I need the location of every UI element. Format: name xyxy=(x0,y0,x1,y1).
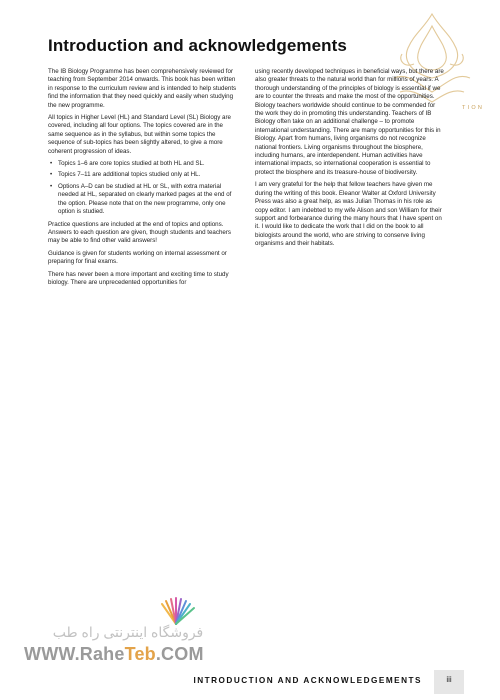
watermark-persian-text: فروشگاه اینترنتی راه طب xyxy=(52,624,204,640)
paragraph: There has never been a more important and exciting time to study biology. There are unprecedented opportunities for xyxy=(48,270,229,286)
list-item: • Topics 1–6 are core topics studied at both HL and SL. xyxy=(50,160,205,168)
bullet-icon: • xyxy=(50,160,53,168)
list-item: • Topics 7–11 are additional topics studied only at HL. xyxy=(50,171,201,179)
watermark-url: WWW.RaheTeb.COM xyxy=(24,644,204,664)
paragraph: Guidance is given for students working on internal assessment or preparing for final exams. xyxy=(48,249,227,266)
page-number: iii xyxy=(434,670,464,694)
watermark-caption: TION xyxy=(462,105,484,111)
running-footer: INTRODUCTION AND ACKNOWLEDGEMENTS xyxy=(193,676,422,685)
topic-list xyxy=(48,160,237,216)
paragraph: The IB Biology Programme has been comprehensively reviewed for teaching from September 2014 onwards. This book has been written in response to the curriculum review and is intended to help students find the information that they need quickly and easily when studying the new programme. xyxy=(48,68,237,109)
left-column xyxy=(48,68,237,291)
paragraph: I am very grateful for the help that fellow teachers have given me during the writing of this book. Eleanor Walter at Oxford University Press was also a great help, as was Julian Thomas in his role as copy editor. I am indebted to my wife Alison and son William for their support and forbearance during the many hours that I have spent on it. I would like to dedicate the work that I did on the book to all biologists around the world, who are striving to conserve living organisms and their habitats. xyxy=(255,181,442,248)
page-title: Introduction and acknowledgements xyxy=(48,36,347,55)
paragraph: using recently developed techniques in beneficial ways, but there are also greater threats to the natural world than for millions of years. A thorough understanding of the principles of biology is essential if we are to counter the threats and make the most of the opportunities. Biology teachers worldwide should continue to be commended for the work they do in promoting this understanding. Teachers of IB Biology often take on an additional challenge – to promote international understanding. There are many opportunities for this in Biology. Apart from humans, living organisms do not recognize national frontiers. Living organisms throughout the biosphere, including humans, are interdependent. Human activities have international impacts, so international cooperation is essential to protect the biosphere and its treasure-house of biodiversity. xyxy=(255,68,444,176)
paragraph: Practice questions are included at the end of topics and options. Answers to each question are given, though students and teachers may be able to find other valid answers! xyxy=(48,220,231,245)
open-book-logo-icon xyxy=(154,596,198,626)
list-item: • Options A–D can be studied at HL or SL, with extra material needed at HL, separated on clearly marked pages at the end of the option. Please note that on the new programme, only one option is studied. xyxy=(50,182,232,216)
paragraph: All topics in Higher Level (HL) and Standard Level (SL) Biology are covered, including all four options. The topics covered are in the same sequence as in the syllabus, but within some topics the sequence of sub-topics has been slightly altered, to give a more coherent progression of ideas. xyxy=(48,114,231,155)
bullet-icon: • xyxy=(50,171,53,179)
right-column xyxy=(255,68,444,253)
bullet-icon: • xyxy=(50,182,53,190)
